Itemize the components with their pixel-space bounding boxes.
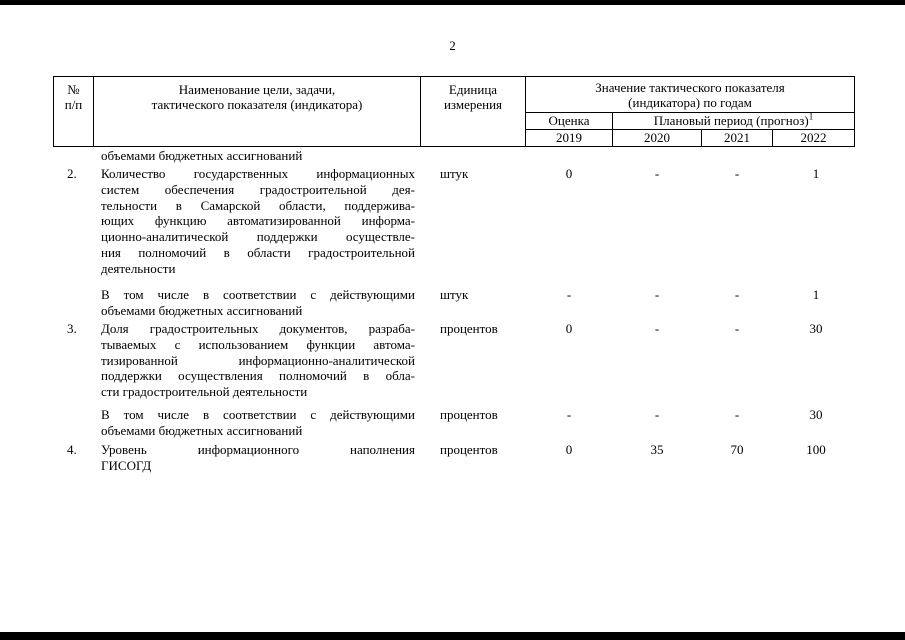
row-4-description bbox=[101, 442, 415, 474]
top-border bbox=[0, 0, 905, 5]
row-4-line: Уровень информационного наполнения bbox=[101, 442, 415, 457]
header-estimate-cell bbox=[525, 112, 613, 130]
row-3-number: 3. bbox=[67, 321, 77, 336]
row-2-line: ционно-аналитической поддержки осуществле- bbox=[101, 229, 415, 245]
header-unit-line2: измерения bbox=[443, 97, 503, 112]
row-3-value-2019: 0 bbox=[565, 321, 573, 336]
header-planned: Плановый период (прогноз) bbox=[653, 113, 809, 128]
row-3a-value-2022: 30 bbox=[809, 407, 823, 422]
row-3a-unit: процентов bbox=[440, 407, 498, 422]
header-unit-line1: Единица bbox=[448, 82, 498, 97]
row-4-number: 4. bbox=[67, 442, 77, 457]
row-2a-value-2020: - bbox=[654, 287, 660, 302]
header-name-line1: Наименование цели, задачи, bbox=[178, 82, 336, 97]
header-2019-cell bbox=[525, 129, 613, 147]
row-3-line: поддержки осуществления полномочий в обла- bbox=[101, 368, 415, 384]
row-2a-value-2022: 1 bbox=[812, 287, 820, 302]
row-2-line: ющих функцию автоматизированной информа- bbox=[101, 213, 415, 229]
page-number: 2 bbox=[449, 38, 456, 53]
row-3-description bbox=[101, 321, 415, 400]
row-3-line: тываемых с использованием функции автома- bbox=[101, 336, 415, 352]
row-2-line: тельности в Самарской области, поддержива- bbox=[101, 197, 415, 213]
row-2-value-2022: 1 bbox=[812, 166, 820, 181]
row-2-line: деятельности bbox=[101, 260, 176, 276]
row-3a-description bbox=[101, 407, 415, 439]
bottom-border bbox=[0, 632, 905, 640]
row-2a-value-2021: - bbox=[734, 287, 740, 302]
row-2-value-2019: 0 bbox=[565, 166, 573, 181]
header-name-line2: тактического показателя (индикатора) bbox=[151, 97, 363, 112]
header-2019: 2019 bbox=[556, 130, 582, 145]
header-2021-cell bbox=[701, 129, 773, 147]
row-2-unit: штук bbox=[440, 166, 469, 181]
header-num-pp: п/п bbox=[64, 97, 83, 112]
header-name-cell bbox=[93, 76, 421, 147]
continuation-text: объемами бюджетных ассигнований bbox=[101, 148, 303, 163]
header-values-line2: (индикатора) по годам bbox=[628, 95, 752, 110]
row-3-line: сти градостроительной деятельности bbox=[101, 384, 308, 400]
header-planned-cell bbox=[612, 112, 855, 130]
row-3a-line: В том числе в соответствии с действующими bbox=[101, 407, 415, 422]
row-2-description bbox=[101, 166, 415, 277]
header-2020-cell bbox=[612, 129, 702, 147]
row-2a-line: объемами бюджетных ассигнований bbox=[101, 302, 303, 318]
row-4-value-2022: 100 bbox=[806, 442, 826, 457]
row-2-number: 2. bbox=[67, 166, 77, 181]
header-2021: 2021 bbox=[724, 130, 750, 145]
row-3-value-2022: 30 bbox=[809, 321, 823, 336]
header-unit-cell bbox=[420, 76, 526, 147]
header-num: № bbox=[67, 82, 80, 97]
header-values-line1: Значение тактического показателя bbox=[595, 80, 785, 95]
header-estimate: Оценка bbox=[548, 113, 590, 128]
row-3a-value-2020: - bbox=[654, 407, 660, 422]
row-2a-line: В том числе в соответствии с действующими bbox=[101, 287, 415, 302]
row-4-value-2021: 70 bbox=[730, 442, 744, 457]
header-values-cell bbox=[525, 76, 855, 113]
row-3-line: Доля градостроительных документов, разраба- bbox=[101, 321, 415, 336]
header-2022: 2022 bbox=[800, 130, 827, 145]
row-3-value-2021: - bbox=[734, 321, 740, 336]
footnote-mark: 1 bbox=[808, 111, 814, 122]
row-2a-unit: штук bbox=[440, 287, 469, 302]
row-2-value-2020: - bbox=[654, 166, 660, 181]
row-3-value-2020: - bbox=[654, 321, 660, 336]
header-num-cell bbox=[53, 76, 94, 147]
row-2-line: ния полномочий в области градостроительной bbox=[101, 244, 415, 260]
row-4-value-2019: 0 bbox=[565, 442, 573, 457]
header-2022-cell bbox=[772, 129, 855, 147]
row-3-unit: процентов bbox=[440, 321, 498, 336]
row-4-line: ГИСОГД bbox=[101, 457, 152, 473]
row-3a-value-2021: - bbox=[734, 407, 740, 422]
row-4-value-2020: 35 bbox=[650, 442, 664, 457]
row-2a-description bbox=[101, 287, 415, 319]
row-3-line: тизированной информационно-аналитической bbox=[101, 352, 415, 368]
row-2-line: систем обеспечения градостроительной дея- bbox=[101, 181, 415, 197]
row-3a-value-2019: - bbox=[566, 407, 572, 422]
row-2-line: Количество государственных информационных bbox=[101, 166, 415, 181]
row-4-unit: процентов bbox=[440, 442, 498, 457]
row-2-value-2021: - bbox=[734, 166, 740, 181]
header-2020: 2020 bbox=[644, 130, 670, 145]
row-2a-value-2019: - bbox=[566, 287, 572, 302]
row-3a-line: объемами бюджетных ассигнований bbox=[101, 422, 303, 438]
